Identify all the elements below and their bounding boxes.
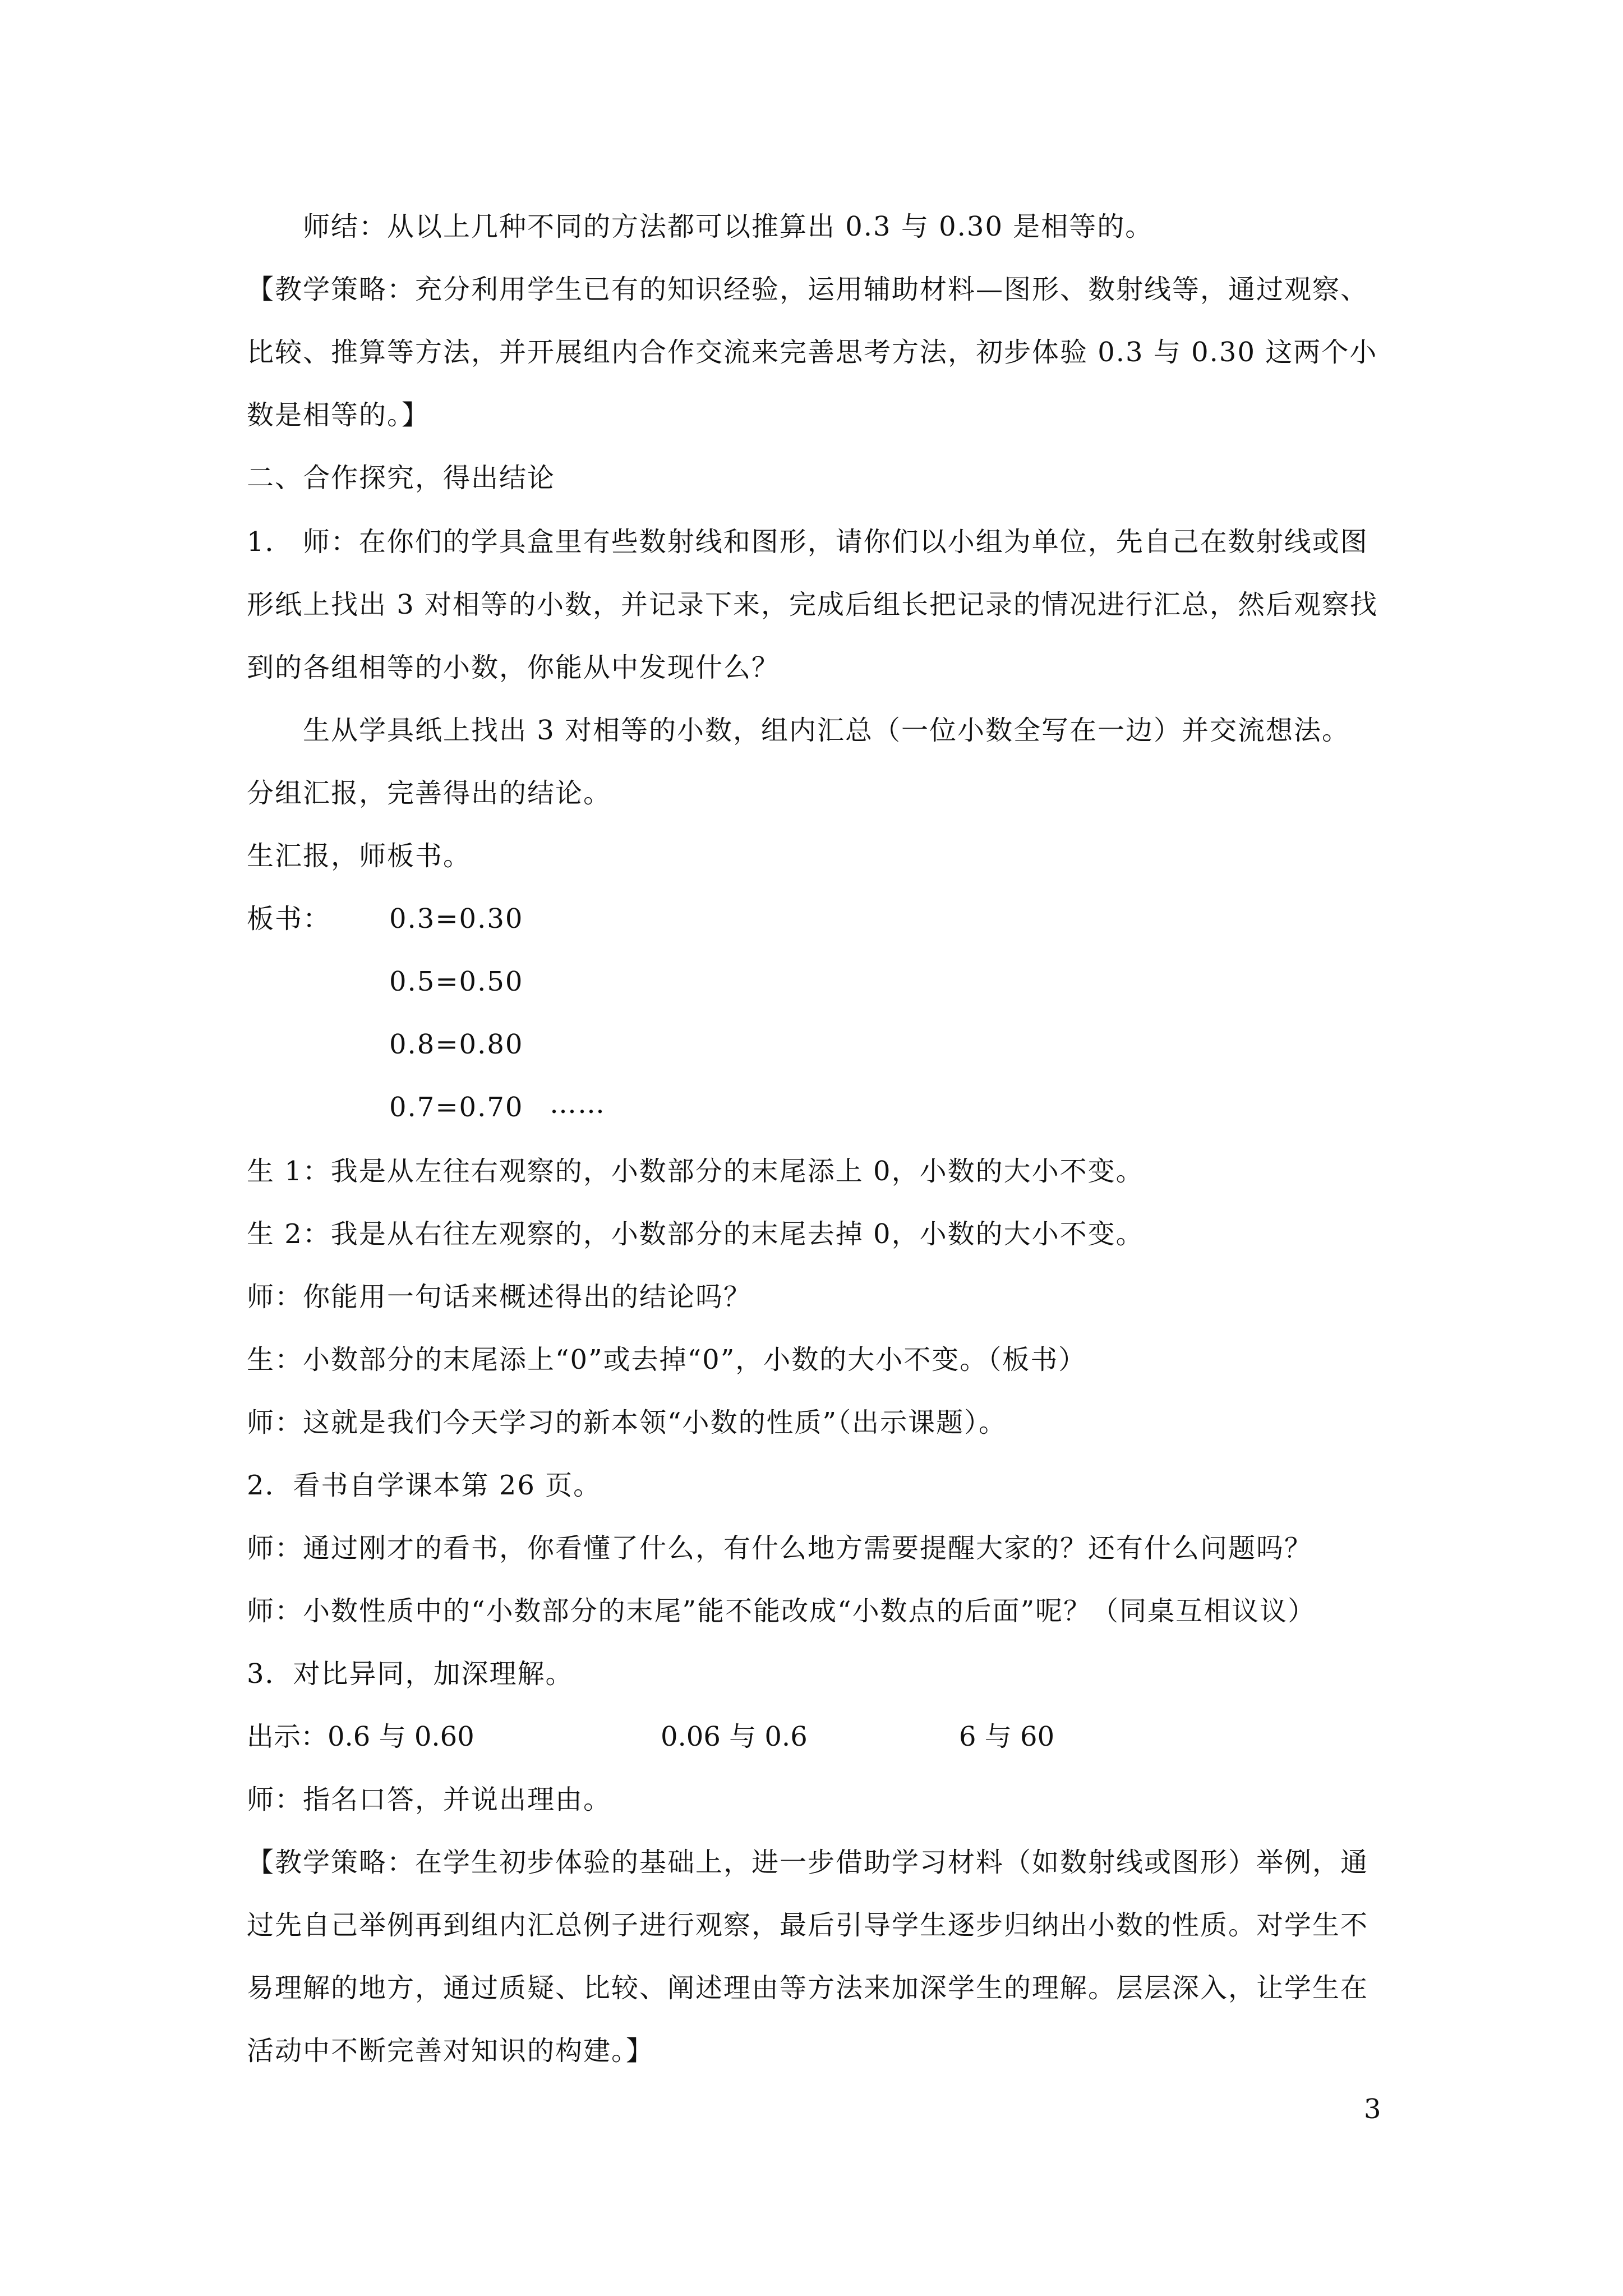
example-2: 0.06 与 0.6 (661, 1721, 808, 1752)
strategy-note-1-line-2: 比较、推算等方法，并开展组内合作交流来完善思考方法，初步体验 0.3 与 0.30 这两个小 (247, 337, 1378, 368)
step-2: 2．看书自学课本第 26 页。 (247, 1470, 602, 1501)
strategy-note-1-line-3: 数是相等的。】 (247, 399, 430, 431)
teacher-topic: 师：这就是我们今天学习的新本领“小数的性质”（出示课题）。 (247, 1407, 1007, 1438)
student-2-answer: 生 2：我是从右往左观察的，小数部分的末尾去掉 0，小数的大小不变。 (247, 1218, 1144, 1250)
strategy-note-2-line-1: 【教学策略：在学生初步体验的基础上，进一步借助学习材料（如数射线或图形）举例，通 (247, 1847, 1369, 1878)
strategy-note-2-line-4: 活动中不断完善对知识的构建。】 (247, 2035, 654, 2067)
board-ellipsis: …… (550, 1088, 606, 1120)
board-equation-4: 0.7=0.70 (389, 1092, 524, 1123)
step-3: 3．对比异同，加深理解。 (247, 1658, 574, 1690)
student-activity: 生从学具纸上找出 3 对相等的小数，组内汇总（一位小数全写在一边）并交流想法。 (303, 715, 1350, 746)
board-equation-1: 0.3=0.30 (389, 903, 524, 935)
step-1-line-1: 1． 师：在你们的学具盒里有些数射线和图形，请你们以小组为单位，先自己在数射线或图 (247, 526, 1368, 558)
example-1: 出示：0.6 与 0.60 (247, 1721, 474, 1752)
student-report: 生汇报，师板书。 (247, 840, 472, 872)
page-number: 3 (1364, 2093, 1381, 2125)
section-heading: 二、合作探究，得出结论 (247, 462, 556, 494)
student-conclusion: 生：小数部分的末尾添上“0”或去掉“0”，小数的大小不变。（板书） (247, 1344, 1087, 1375)
teacher-property-question: 师：小数性质中的“小数部分的末尾”能不能改成“小数点的后面”呢？（同桌互相议议） (247, 1595, 1316, 1627)
board-equation-2: 0.5=0.50 (389, 966, 524, 997)
strategy-note-1-line-1: 【教学策略：充分利用学生已有的知识经验，运用辅助材料—图形、数射线等，通过观察、 (247, 274, 1369, 305)
board-equation-3: 0.8=0.80 (389, 1029, 524, 1060)
student-1-answer: 生 1：我是从左往右观察的，小数部分的末尾添上 0，小数的大小不变。 (247, 1156, 1144, 1187)
teacher-reading-question: 师：通过刚才的看书，你看懂了什么，有什么地方需要提醒大家的？还有什么问题吗？ (247, 1533, 1313, 1564)
teacher-question: 师：你能用一句话来概述得出的结论吗？ (247, 1281, 752, 1313)
teacher-answer-prompt: 师：指名口答，并说出理由。 (247, 1784, 612, 1815)
step-1-line-3: 到的各组相等的小数，你能从中发现什么？ (247, 652, 780, 683)
teacher-summary: 师结：从以上几种不同的方法都可以推算出 0.3 与 0.30 是相等的。 (303, 211, 1154, 242)
strategy-note-2-line-3: 易理解的地方，通过质疑、比较、阐述理由等方法来加深学生的理解。层层深入，让学生在 (247, 1972, 1369, 2004)
step-1-line-2: 形纸上找出 3 对相等的小数，并记录下来，完成后组长把记录的情况进行汇总，然后观察找 (247, 589, 1378, 620)
group-report: 分组汇报，完善得出的结论。 (247, 777, 612, 809)
strategy-note-2-line-2: 过先自己举例再到组内汇总例子进行观察，最后引导学生逐步归纳出小数的性质。对学生不 (247, 1910, 1369, 1941)
board-label: 板书： (247, 903, 331, 935)
example-3: 6 与 60 (959, 1721, 1055, 1752)
